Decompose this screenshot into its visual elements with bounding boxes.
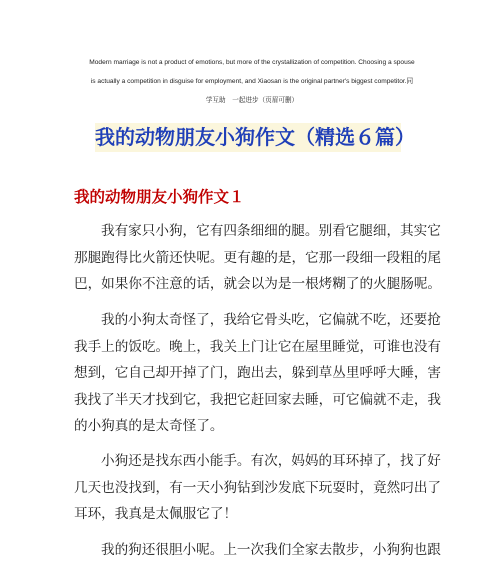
header-line: Modern marriage is not a product of emotions, but more of the crystallization of competition. Choosing a spouse [89,59,415,66]
paragraph [74,307,442,440]
header-line: 学互助 一起进步（页眉可删） [205,97,299,104]
paragraph-line: 我有家只小狗，它有四条细细的腿。别看它腿细，其实它 [101,223,441,239]
section-heading: 我的动物朋友小狗作文１ [74,187,245,206]
document-title-highlight [95,123,415,152]
header-line: is actually a competition in disguise for employment, and Xiaosan is the original partner's biggest competitor.同 [90,78,414,85]
paragraph-line: 我找了半天才找到它，我把它赶回家去睡，可它偏就不走，我 [74,391,442,408]
paragraph [74,448,442,528]
paragraph-line: 我的狗还很胆小呢。上一次我们全家去散步，小狗狗也跟 [101,542,441,558]
paragraph-line: 我手上的饭吃。晚上，我关上门让它在屋里睡觉，可谁也没有 [74,338,442,355]
paragraph-line: 的小狗真的是太奇怪了。 [74,418,224,434]
paragraph [74,537,441,564]
page-header [74,53,430,110]
paragraph-line: 我的小狗太奇怪了，我给它骨头吃，它偏就不吃，还要抢 [101,312,441,328]
paragraph-line: 想到，它自己却开掉了门，跑出去，躲到草丛里呼呼大睡，害 [74,365,442,381]
document-title: 我的动物朋友小狗作文（精选６篇） [95,125,415,149]
paragraph-line: 巴，如果你不注意的话，就会以为是一根烤糊了的火腿肠呢。 [74,276,442,292]
paragraph [74,218,442,298]
paragraph-line: 那腿跑得比火箭还快呢。更有趣的是，它那一段细一段粗的尾 [74,249,442,266]
paragraph-line: 几天也没找到，有一天小狗钻到沙发底下玩耍时，竟然叼出了 [74,479,442,496]
paragraph-line: 耳环，我真是太佩服它了！ [74,506,238,522]
paragraph-line: 小狗还是找东西小能手。有次，妈妈的耳环掉了，找了好 [101,453,441,469]
